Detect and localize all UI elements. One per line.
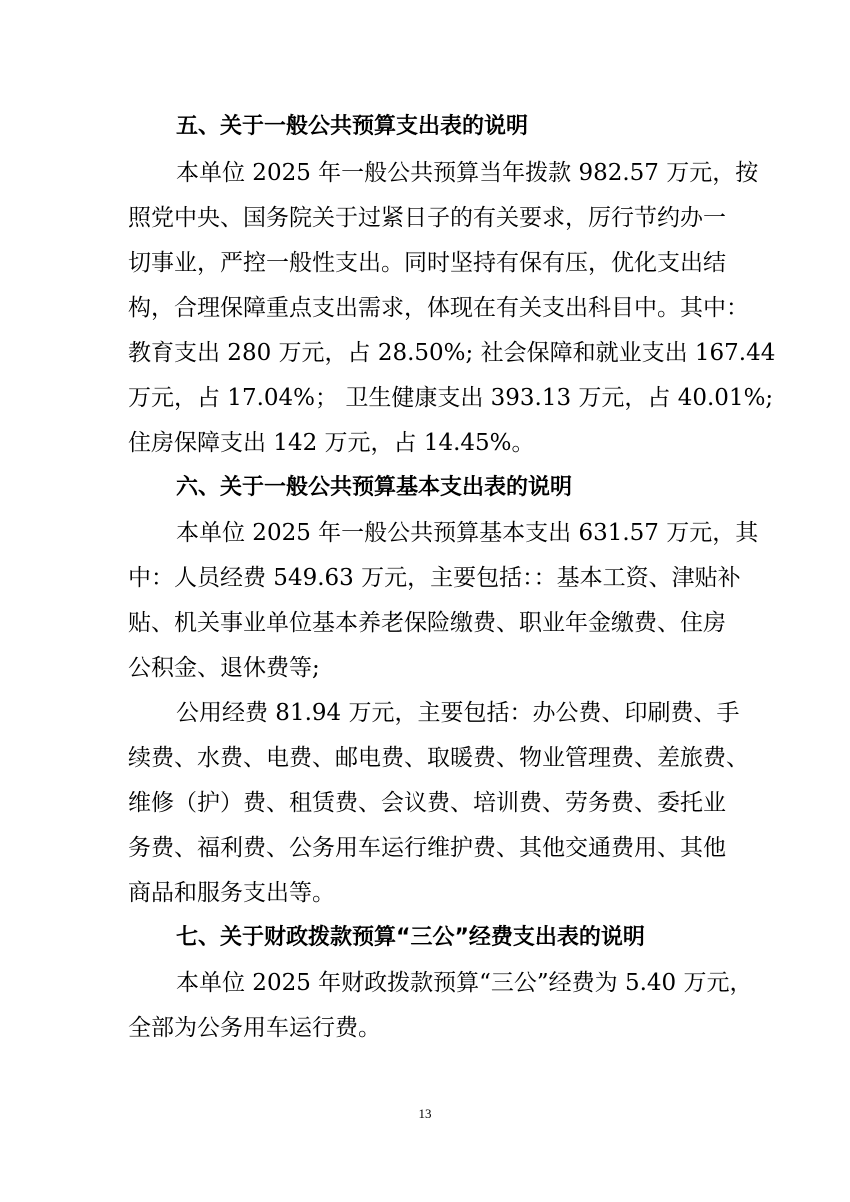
text-line: 务费、福利费、公务用车运行维护费、其他交通费用、其他 — [128, 835, 726, 861]
section-heading — [0, 465, 850, 511]
text-line: 全部为公务用车运行费。 — [128, 1015, 381, 1041]
text-line: 构，合理保障重点支出需求，体现在有关支出科目中。其中： — [128, 295, 749, 321]
page-number: 13 — [418, 1106, 432, 1121]
section-heading — [0, 104, 850, 150]
text-line: 本单位 2025 年财政拨款预算“三公”经费为 5.40 万元， — [176, 970, 753, 996]
section-heading — [0, 915, 850, 961]
text-line: 贴、机关事业单位基本养老保险缴费、职业年金缴费、住房 — [128, 610, 726, 636]
heading-text: 六、关于一般公共预算基本支出表的说明 — [176, 475, 573, 500]
heading-text: 五、关于一般公共预算支出表的说明 — [176, 114, 529, 139]
heading-text: 七、关于财政拨款预算“三公”经费支出表的说明 — [176, 925, 645, 950]
text-line: 切事业，严控一般性支出。同时坚持有保有压，优化支出结 — [128, 250, 726, 276]
text-line: 维修（护）费、租赁费、会议费、培训费、劳务费、委托业 — [128, 790, 726, 816]
text-line: 中：人员经费 549.63 万元，主要包括：：基本工资、津贴补 — [128, 565, 741, 591]
text-line: 续费、水费、电费、邮电费、取暖费、物业管理费、差旅费、 — [128, 745, 749, 771]
text-line: 住房保障支出 142 万元，占 14.45%。 — [128, 430, 535, 456]
text-line: 商品和服务支出等。 — [128, 880, 335, 906]
text-line: 公积金、退休费等; — [128, 655, 320, 681]
text-line: 照党中央、国务院关于过紧日子的有关要求，厉行节约办一 — [128, 205, 726, 231]
text-line: 万元，占 17.04%； 卫生健康支出 393.13 万元，占 40.01%; — [128, 385, 774, 411]
text-line: 本单位 2025 年一般公共预算基本支出 631.57 万元，其 — [176, 520, 759, 546]
text-line: 教育支出 280 万元，占 28.50%; 社会保障和就业支出 167.44 — [128, 340, 776, 366]
text-line: 本单位 2025 年一般公共预算当年拨款 982.57 万元，按 — [176, 160, 759, 186]
text-line: 公用经费 81.94 万元，主要包括：办公费、印刷费、手 — [176, 700, 740, 726]
